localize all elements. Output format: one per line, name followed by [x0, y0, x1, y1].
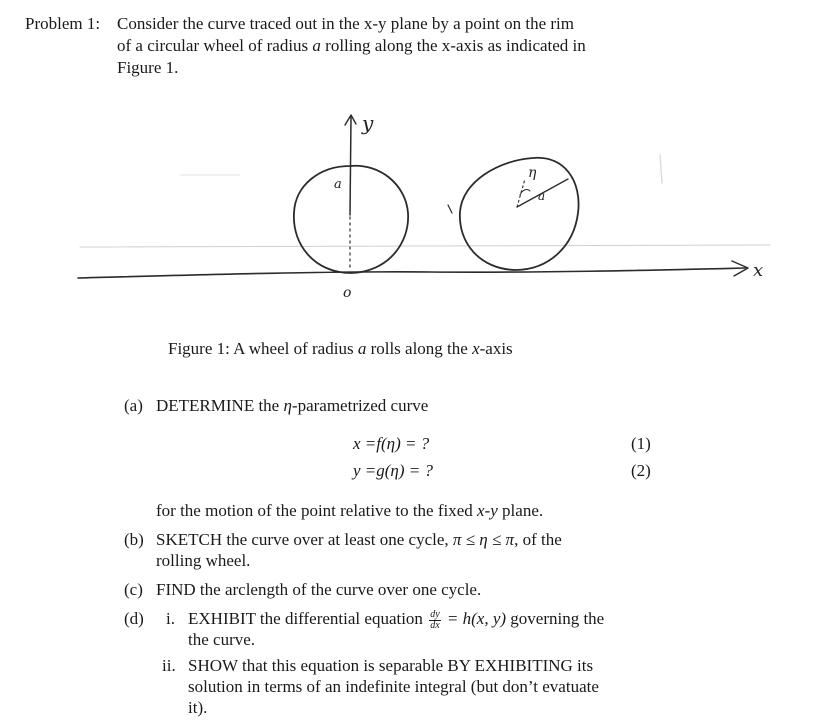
- var-a: a: [312, 36, 321, 55]
- sketch-label-a-left: a: [334, 177, 342, 192]
- part-c-text: FIND the arclength of the curve over one cycle.: [156, 580, 482, 599]
- part-a-marker: (a): [124, 396, 143, 415]
- part-a-followup: for the motion of the point relative to the fixed x-y plane.: [156, 501, 544, 520]
- problem-label: Problem 1:: [25, 14, 101, 33]
- wheel-sketch-figure: [70, 95, 790, 330]
- part-d-i-marker: i.: [166, 609, 175, 628]
- equation-1: x =f(η) = ?: [353, 434, 430, 453]
- dy-dx-fraction: $\frac{dy}{dx}$: [430, 608, 440, 631]
- equation-2-number: (2): [631, 461, 651, 480]
- x-axis-line: [78, 268, 745, 278]
- right-wheel-circle: [460, 158, 579, 270]
- part-b-marker: (b): [124, 530, 144, 549]
- problem-intro-line-1: Consider the curve traced out in the x-y plane by a point on the rim: [117, 14, 574, 33]
- part-d-i-line-2: the curve.: [188, 630, 256, 649]
- figure-caption: Figure 1: A wheel of radius a rolls along the x-axis: [168, 339, 513, 358]
- part-b-line-2: rolling wheel.: [156, 551, 251, 570]
- sketch-label-a-right: a: [538, 189, 546, 203]
- equation-2: y =g(η) = ?: [353, 461, 433, 480]
- problem-intro-line-2: of a circular wheel of radius a rolling along the x-axis as indicated in: [117, 36, 586, 55]
- part-d-ii-line-2: solution in terms of an indefinite integral (but don’t evatuate: [188, 677, 599, 696]
- part-d-ii-marker: ii.: [162, 656, 176, 675]
- part-b-line-1: SKETCH the curve over at least one cycle, π ≤ η ≤ π, of the: [156, 530, 562, 549]
- y-axis-line: [350, 117, 351, 215]
- equation-1-number: (1): [631, 434, 651, 453]
- part-a-text: DETERMINE the η-parametrized curve: [156, 396, 429, 415]
- sketch-label-eta: η: [528, 165, 537, 181]
- part-d-marker: (d): [124, 609, 144, 628]
- part-c-marker: (c): [124, 580, 143, 599]
- part-d-ii-line-3: it).: [188, 698, 208, 717]
- sketch-label-y: y: [362, 111, 374, 135]
- sketch-label-x: x: [753, 260, 764, 281]
- sketch-label-origin: o: [343, 285, 352, 301]
- part-d-i-line-1: EXHIBIT the differential equation $\frac{dy}{dx}$ = h(x, y) governing the: [188, 608, 605, 631]
- part-d-ii-line-1: SHOW that this equation is separable BY EXHIBITING its: [188, 656, 594, 675]
- problem-intro-line-3: Figure 1.: [117, 58, 179, 77]
